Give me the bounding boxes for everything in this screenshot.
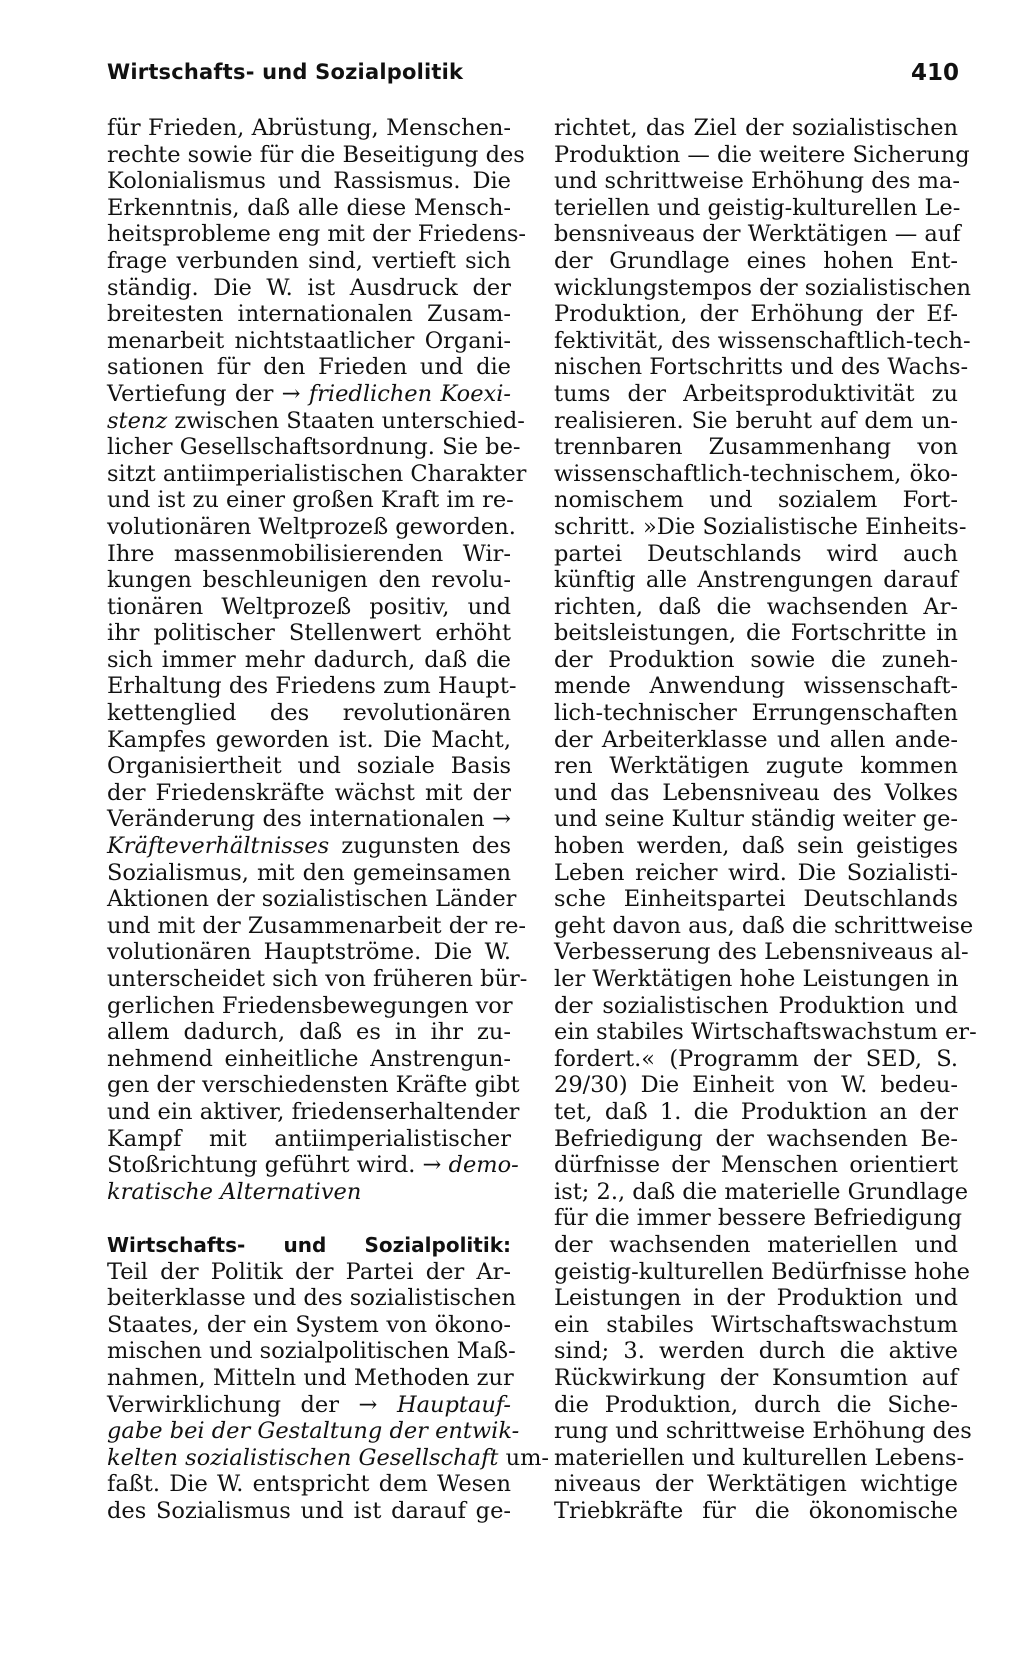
text-run: Staates, der ein System von ökono-	[107, 1311, 511, 1338]
text-line	[554, 1205, 963, 1232]
text-line	[554, 168, 961, 195]
text-line	[107, 487, 514, 514]
text-run: Vertiefung der →	[107, 380, 309, 407]
text-run: Leben reicher wird. Die Sozialisti-	[554, 859, 958, 886]
text-line	[107, 541, 511, 568]
text-line	[107, 1338, 516, 1365]
text-line	[107, 168, 511, 195]
text-run: menarbeit nichtstaatlicher Organi-	[107, 327, 511, 354]
text-line	[554, 354, 969, 381]
text-line	[107, 1364, 514, 1392]
text-run: beitsleistungen, die Fortschritte in	[554, 620, 958, 647]
text-line	[554, 194, 961, 222]
text-line	[107, 806, 511, 833]
text-run: Produktion, der Erhöhung der Ef-	[554, 301, 958, 328]
text-run: richtet, das Ziel der sozialistischen	[554, 115, 958, 141]
text-run: nomischem und sozialem Fort-	[554, 487, 958, 514]
text-run: mischen und sozialpolitischen Maß-	[107, 1338, 516, 1365]
text-run: breitesten internationalen Zusam-	[107, 301, 511, 328]
text-run: wissenschaftlich-technischem, öko-	[554, 460, 958, 487]
text-run: ständig. Die W. ist Ausdruck der	[107, 274, 511, 301]
text-line	[107, 275, 511, 302]
text-line	[554, 620, 958, 647]
text-line	[107, 1072, 520, 1099]
text-run: und das Lebensniveau des Volkes	[554, 779, 958, 806]
text-line	[554, 700, 958, 727]
text-run: rechte sowie für die Beseitigung des	[107, 141, 525, 168]
text-line	[107, 727, 511, 754]
text-run: und ist zu einer großen Kraft im re-	[107, 487, 514, 514]
text-run: bensniveaus der Werktätigen — auf	[554, 221, 961, 248]
text-line	[107, 1152, 519, 1179]
text-run: der Arbeiterklasse und allen ande-	[554, 726, 958, 753]
text-line	[107, 1259, 511, 1286]
text-line	[554, 1444, 965, 1472]
text-line	[107, 886, 517, 913]
text-run: Befriedigung der wachsenden Be-	[554, 1125, 958, 1152]
text-line	[107, 753, 511, 780]
text-run: Triebkräfte für die ökonomische	[554, 1497, 958, 1524]
text-line	[554, 1285, 958, 1312]
text-run: Leistungen in der Produktion und	[554, 1285, 958, 1312]
text-line	[554, 301, 958, 328]
text-line	[554, 274, 971, 302]
text-line	[554, 1418, 972, 1445]
text-run: nischen Fortschritts und des Wachs-	[554, 354, 969, 381]
text-run: nahmen, Mitteln und Methoden zur	[107, 1364, 514, 1391]
paragraph-gap	[107, 1205, 511, 1232]
text-run: niveaus der Werktätigen wichtige	[554, 1471, 958, 1498]
cross-reference: kelten sozialistischen Gesellschaft	[107, 1444, 499, 1471]
text-line	[554, 727, 958, 754]
text-run: Rückwirkung der Konsumtion auf	[554, 1364, 958, 1391]
text-run: fordert.« (Programm der SED, S.	[554, 1045, 958, 1072]
text-line	[107, 1418, 520, 1445]
text-line	[554, 221, 961, 248]
text-line	[554, 248, 958, 275]
text-run: Erhaltung des Friedens zum Haupt-	[107, 673, 517, 700]
text-line	[107, 434, 521, 461]
text-run: ist; 2., daß die materielle Grundlage	[554, 1178, 969, 1205]
text-run: unterscheidet sich von früheren bür-	[107, 966, 528, 992]
page-number: 410	[910, 60, 959, 86]
text-line	[554, 461, 958, 488]
text-run: der sozialistischen Produktion und	[554, 992, 958, 1019]
page-header	[107, 60, 959, 100]
text-run: Stoßrichtung geführt wird. →	[107, 1152, 449, 1179]
text-run: allem dadurch, daß es in ihr zu-	[107, 1019, 511, 1046]
text-line	[554, 487, 958, 514]
text-run: sitzt antiimperialistischen Charakter	[107, 460, 527, 487]
text-run: Aktionen der sozialistischen Länder	[107, 886, 517, 913]
text-run: richten, daß die wachsenden Ar-	[554, 593, 958, 620]
text-line	[554, 141, 970, 169]
right-text-column	[554, 115, 977, 1524]
text-line	[554, 753, 958, 780]
text-line	[554, 993, 958, 1020]
text-run: zugunsten des	[329, 833, 511, 860]
text-line	[107, 221, 526, 248]
text-line	[107, 780, 511, 807]
running-head: Wirtschafts- und Sozialpolitik	[107, 60, 464, 84]
text-line	[554, 1019, 977, 1046]
text-line	[554, 115, 958, 142]
text-run: volutionären Weltprozeß geworden.	[107, 513, 516, 540]
text-run: kungen beschleunigen den revolu-	[107, 567, 511, 594]
text-run: für Frieden, Abrüstung, Menschen-	[107, 115, 511, 141]
text-line	[107, 141, 525, 169]
text-line	[107, 1046, 511, 1073]
text-line	[554, 886, 958, 913]
text-run: Verbesserung des Lebensniveaus al-	[554, 939, 969, 966]
cross-reference: Hauptauf-	[396, 1391, 511, 1418]
text-run: und ein aktiver, friedenserhaltender	[107, 1098, 520, 1125]
cross-reference: demo-	[448, 1152, 519, 1179]
text-line	[107, 567, 511, 594]
text-line	[107, 1126, 511, 1153]
text-run: geht davon aus, daß die schrittweise	[554, 912, 974, 939]
text-line	[554, 647, 958, 674]
text-line	[107, 673, 517, 700]
text-run: faßt. Die W. entspricht dem Wesen	[107, 1471, 511, 1498]
text-line	[107, 1471, 511, 1498]
text-run: sich immer mehr dadurch, daß die	[107, 646, 511, 673]
text-line	[107, 993, 511, 1020]
text-line	[554, 408, 958, 435]
text-line	[554, 1099, 958, 1126]
text-line	[554, 1152, 958, 1179]
text-run: Organisiertheit und soziale Basis	[107, 753, 511, 780]
text-run: Sozialismus, mit den gemeinsamen	[107, 859, 511, 886]
text-line	[107, 513, 516, 541]
text-line	[554, 1392, 958, 1419]
text-line	[107, 700, 511, 727]
text-line	[107, 1498, 511, 1525]
text-line	[554, 860, 958, 887]
text-line	[554, 1498, 958, 1525]
text-line	[107, 594, 511, 621]
text-line	[107, 301, 511, 328]
text-line	[554, 1072, 958, 1099]
text-line	[107, 1444, 550, 1472]
text-run: ren Werktätigen zugute kommen	[554, 753, 958, 780]
text-line	[554, 1312, 958, 1339]
text-line	[107, 1312, 511, 1339]
text-run: Veränderung des internationalen →	[107, 806, 511, 833]
text-run: ein stabiles Wirtschaftswachstum er-	[554, 1019, 977, 1046]
text-run: Erkenntnis, daß alle diese Mensch-	[107, 194, 511, 221]
text-run: sche Einheitspartei Deutschlands	[554, 886, 958, 913]
text-line	[107, 381, 511, 408]
text-run: fektivität, des wissenschaftlich-tech-	[554, 327, 971, 354]
text-run: Kolonialismus und Rassismus. Die	[107, 168, 511, 195]
cross-reference: stenz	[107, 407, 168, 434]
text-run: Ihre massenmobilisierenden Wir-	[107, 540, 511, 567]
text-run: gerlichen Friedensbewegungen vor	[107, 992, 513, 1019]
text-run: und seine Kultur ständig weiter ge-	[554, 806, 959, 833]
text-line	[554, 912, 974, 940]
text-line	[107, 1232, 511, 1259]
text-run: realisieren. Sie beruht auf dem un-	[554, 407, 958, 434]
text-line	[107, 647, 511, 674]
text-line	[554, 327, 971, 355]
text-line	[107, 1179, 511, 1206]
text-run: trennbaren Zusammenhang von	[554, 434, 958, 461]
text-line	[554, 966, 958, 993]
text-run: die Produktion, durch die Siche-	[554, 1391, 958, 1418]
text-line	[554, 1365, 958, 1392]
text-line	[554, 1471, 958, 1498]
text-line	[107, 354, 511, 381]
text-line	[554, 1046, 958, 1073]
text-run: Teil der Politik der Partei der Ar-	[107, 1258, 511, 1285]
text-run: schritt. »Die Sozialistische Einheits-	[554, 513, 967, 540]
text-line	[107, 248, 511, 275]
cross-reference: Kräfteverhältnisses	[107, 833, 330, 860]
text-line	[107, 860, 511, 887]
text-run: 29/30) Die Einheit von W. bedeu-	[554, 1072, 958, 1099]
text-line	[554, 780, 958, 807]
text-run: lich-technischer Errungenschaften	[554, 700, 958, 727]
text-run: gen der verschiedensten Kräfte gibt	[107, 1072, 520, 1099]
cross-reference: friedlichen Koexi-	[308, 380, 511, 407]
text-run: teriellen und geistig-kulturellen Le-	[554, 194, 961, 221]
text-line	[107, 912, 527, 940]
text-line	[554, 1126, 958, 1153]
text-line	[107, 115, 511, 142]
text-run: wicklungstempos der sozialistischen	[554, 274, 971, 301]
text-run: um-	[498, 1444, 550, 1471]
text-run: künftig alle Anstrengungen darauf	[554, 567, 958, 594]
text-line	[107, 460, 527, 488]
text-run: ihr politischer Stellenwert erhöht	[107, 620, 511, 647]
text-line	[107, 620, 511, 647]
text-run: für die immer bessere Befriedigung	[554, 1205, 963, 1232]
text-run: partei Deutschlands wird auch	[554, 540, 958, 567]
text-line	[107, 833, 511, 860]
text-line	[554, 1232, 958, 1259]
text-run: tionären Weltprozeß positiv, und	[107, 593, 511, 620]
text-run: der Friedenskräfte wächst mit der	[107, 779, 511, 806]
text-line	[554, 381, 958, 408]
text-run: tums der Arbeitsproduktivität zu	[554, 380, 958, 407]
text-run: Kampfes geworden ist. Die Macht,	[107, 726, 511, 753]
text-run: dürfnisse der Menschen orientiert	[554, 1152, 958, 1179]
text-run: materiellen und kulturellen Lebens-	[554, 1444, 965, 1471]
text-line	[107, 939, 511, 966]
text-line	[554, 541, 958, 568]
text-line	[107, 195, 511, 222]
text-line	[107, 966, 528, 993]
text-run: der wachsenden materiellen und	[554, 1231, 958, 1258]
text-run: hoben werden, daß sein geistiges	[554, 833, 958, 860]
text-line	[107, 1392, 511, 1419]
text-line	[554, 513, 967, 541]
text-run: Produktion — die weitere Sicherung	[554, 141, 970, 168]
text-line	[554, 567, 958, 594]
text-run: des Sozialismus und ist darauf ge-	[107, 1497, 511, 1524]
left-text-column	[107, 115, 550, 1524]
text-run: ler Werktätigen hohe Leistungen in	[554, 966, 959, 992]
text-line	[554, 806, 958, 833]
text-run: Verwirklichung der →	[107, 1391, 397, 1418]
text-line	[107, 1019, 511, 1046]
text-run: licher Gesellschaftsordnung. Sie be-	[107, 434, 521, 461]
text-run: nehmend einheitliche Anstrengun-	[107, 1045, 511, 1072]
text-run: der Produktion sowie die zuneh-	[554, 646, 958, 673]
cross-reference: gabe bei der Gestaltung der entwik-	[107, 1418, 520, 1445]
text-line	[554, 434, 958, 461]
text-run: sationen für den Frieden und die	[107, 354, 511, 381]
text-run: der Grundlage eines hohen Ent-	[554, 247, 958, 274]
text-run: beiterklasse und des sozialistischen	[107, 1285, 516, 1312]
text-run: volutionären Hauptströme. Die W.	[107, 939, 511, 966]
text-run: heitsprobleme eng mit der Friedens-	[107, 221, 526, 248]
text-run: rung und schrittweise Erhöhung des	[554, 1418, 972, 1445]
text-run: kettenglied des revolutionären	[107, 700, 511, 727]
text-run: frage verbunden sind, vertieft sich	[107, 247, 511, 274]
text-line	[107, 328, 511, 355]
text-line	[554, 1178, 969, 1206]
text-run: tet, daß 1. die Produktion an der	[554, 1098, 958, 1125]
text-line	[554, 673, 958, 700]
text-line	[107, 1098, 520, 1126]
text-line	[554, 1338, 958, 1365]
text-line	[554, 833, 958, 860]
text-line	[554, 939, 969, 966]
cross-reference: kratische Alternativen	[107, 1178, 362, 1205]
text-run: zwischen Staaten unterschied-	[167, 407, 525, 434]
text-run: mende Anwendung wissenschaft-	[554, 673, 958, 700]
entry-headword: Wirtschafts- und Sozialpolitik:	[107, 1232, 511, 1257]
text-line	[554, 1258, 970, 1286]
text-line	[554, 594, 958, 621]
text-line	[107, 407, 525, 435]
text-run: ein stabiles Wirtschaftswachstum	[554, 1311, 958, 1338]
text-run: geistig-kulturellen Bedürfnisse hohe	[554, 1258, 970, 1285]
text-run: sind; 3. werden durch die aktive	[554, 1338, 958, 1365]
text-run: und mit der Zusammenarbeit der re-	[107, 912, 527, 939]
text-run: Kampf mit antiimperialistischer	[107, 1125, 511, 1152]
text-line	[107, 1285, 516, 1312]
text-run: und schrittweise Erhöhung des ma-	[554, 168, 961, 195]
